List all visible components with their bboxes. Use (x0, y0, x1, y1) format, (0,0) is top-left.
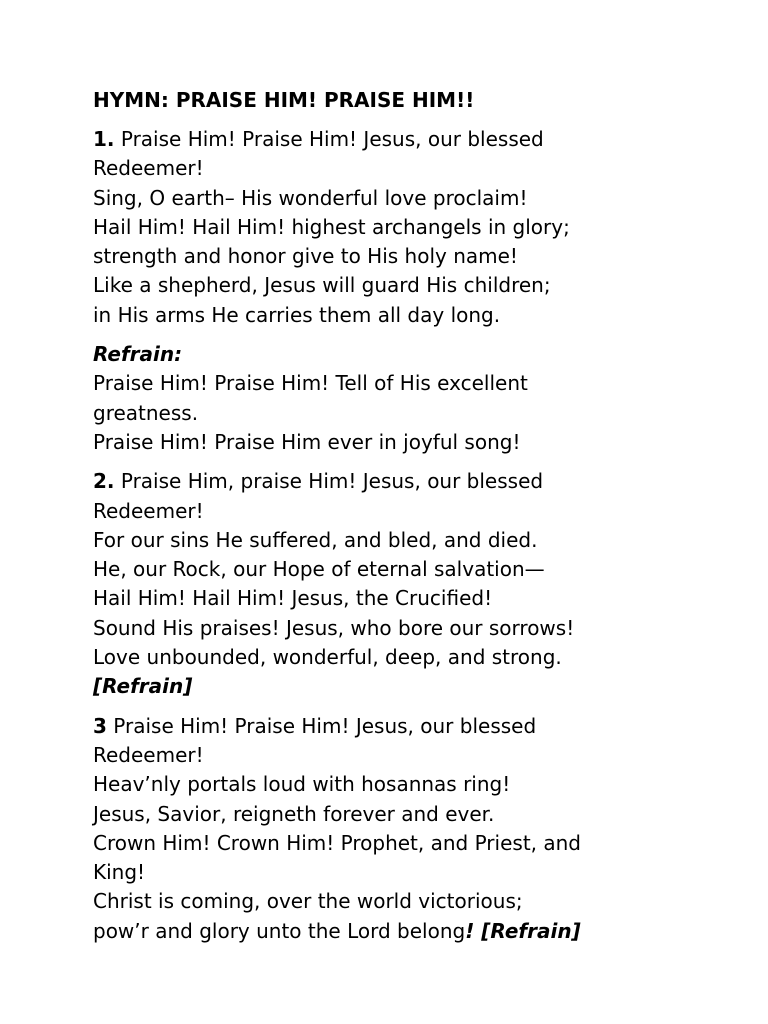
verse-line (93, 467, 733, 496)
verse-line (93, 712, 733, 741)
verse-line: in His arms He carries them all day long. (93, 302, 501, 327)
verse-line (93, 125, 733, 154)
hymn-document (93, 86, 733, 956)
verse-line: Redeemer! (93, 742, 204, 767)
refrain-marker: ! [Refrain] (465, 918, 581, 943)
verse-number: 3 (93, 713, 107, 738)
verse-line: Sound His praises! Jesus, who bore our sorrows! (93, 615, 575, 640)
verse-line: Sing, O earth– His wonderful love proclaim! (93, 185, 528, 210)
verse-1 (93, 125, 733, 330)
verse-text: Praise Him! Praise Him! Jesus, our blessed (114, 127, 544, 151)
verse-line: Hail Him! Hail Him! highest archangels in glory; (93, 214, 570, 239)
refrain-line: Praise Him! Praise Him! Tell of His excellent (93, 371, 528, 396)
verse-line: King! (93, 860, 146, 885)
verse-line: Hail Him! Hail Him! Jesus, the Crucified! (93, 586, 493, 611)
verse-line: For our sins He suffered, and bled, and died. (93, 527, 538, 552)
verse-number: 2. (93, 469, 115, 494)
refrain (93, 340, 733, 457)
verse-line: Heav’nly portals loud with hosannas ring! (93, 772, 511, 797)
verse-text: Praise Him! Praise Him! Jesus, our blessed (106, 713, 537, 738)
refrain-line: greatness. (93, 400, 199, 425)
refrain-line: Praise Him! Praise Him ever in joyful song! (93, 429, 521, 454)
verse-text: pow’r and glory unto the Lord belong (93, 918, 466, 943)
verse-line: Love unbounded, wonderful, deep, and strong. (93, 645, 562, 670)
verse-line: Like a shepherd, Jesus will guard His children; (93, 273, 551, 298)
verse-line: Jesus, Savior, reigneth forever and ever. (93, 801, 495, 826)
verse-line: strength and honor give to His holy name! (93, 244, 518, 269)
refrain-label: Refrain: (93, 342, 183, 367)
verse-line: Redeemer! (93, 498, 204, 523)
verse-2 (93, 467, 733, 701)
verse-number: 1. (93, 127, 115, 151)
verse-line: He, our Rock, our Hope of eternal salvation— (93, 557, 545, 582)
verse-line: Christ is coming, over the world victorious; (93, 889, 523, 914)
document-title: HYMN: PRAISE HIM! PRAISE HIM!! (93, 88, 475, 112)
verse-line (93, 917, 733, 946)
refrain-marker: [Refrain] (93, 674, 193, 699)
verse-line: Redeemer! (93, 156, 204, 181)
verse-3 (93, 712, 733, 946)
verse-text: Praise Him, praise Him! Jesus, our blessed (114, 469, 544, 494)
verse-line: Crown Him! Crown Him! Prophet, and Priest, and (93, 830, 581, 855)
